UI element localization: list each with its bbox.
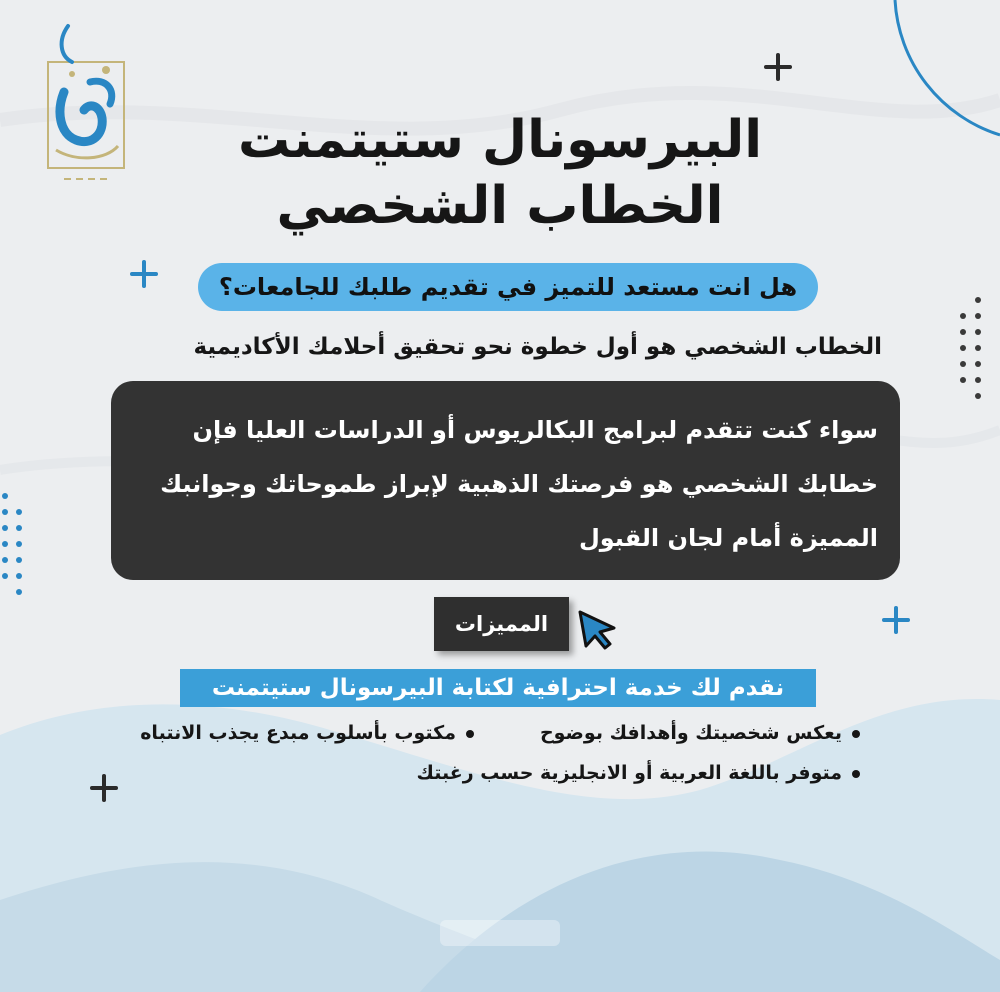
intro-line: سواء كنت تتقدم لبرامج البكالريوس أو الدراسات العليا فإن (192, 416, 878, 444)
tagline: الخطاب الشخصي هو أول خطوة نحو تحقيق أحلامك الأكاديمية (193, 334, 882, 360)
page-subtitle-title: الخطاب الشخصي (276, 176, 724, 236)
wafi-logo (46, 22, 126, 188)
features-button[interactable]: المميزات (434, 597, 569, 651)
bullet-dot (466, 730, 474, 738)
intro-line: المميزة أمام لجان القبول (578, 524, 878, 552)
intro-text (133, 403, 878, 565)
bullet-dot (852, 770, 860, 778)
list-item: متوفر باللغة العربية أو الانجليزية حسب رغبتك (417, 759, 860, 787)
list-item: يعكس شخصيتك وأهدافك بوضوح (540, 719, 860, 747)
cursor-arrow-icon (574, 606, 620, 652)
intro-box (111, 381, 900, 580)
service-heading: نقدم لك خدمة احترافية لكتابة البيرسونال ستيتمنت (180, 669, 816, 707)
question-banner: هل انت مستعد للتميز في تقديم طلبك للجامعات؟ (198, 263, 818, 311)
intro-line: خطابك الشخصي هو فرصتك الذهبية لإبراز طموحاتك وجوانبك (160, 470, 878, 498)
page-title: البيرسونال ستيتمنت (237, 110, 763, 170)
bullet-dot (852, 730, 860, 738)
list-item: مكتوب بأسلوب مبدع يجذب الانتباه (140, 719, 474, 747)
